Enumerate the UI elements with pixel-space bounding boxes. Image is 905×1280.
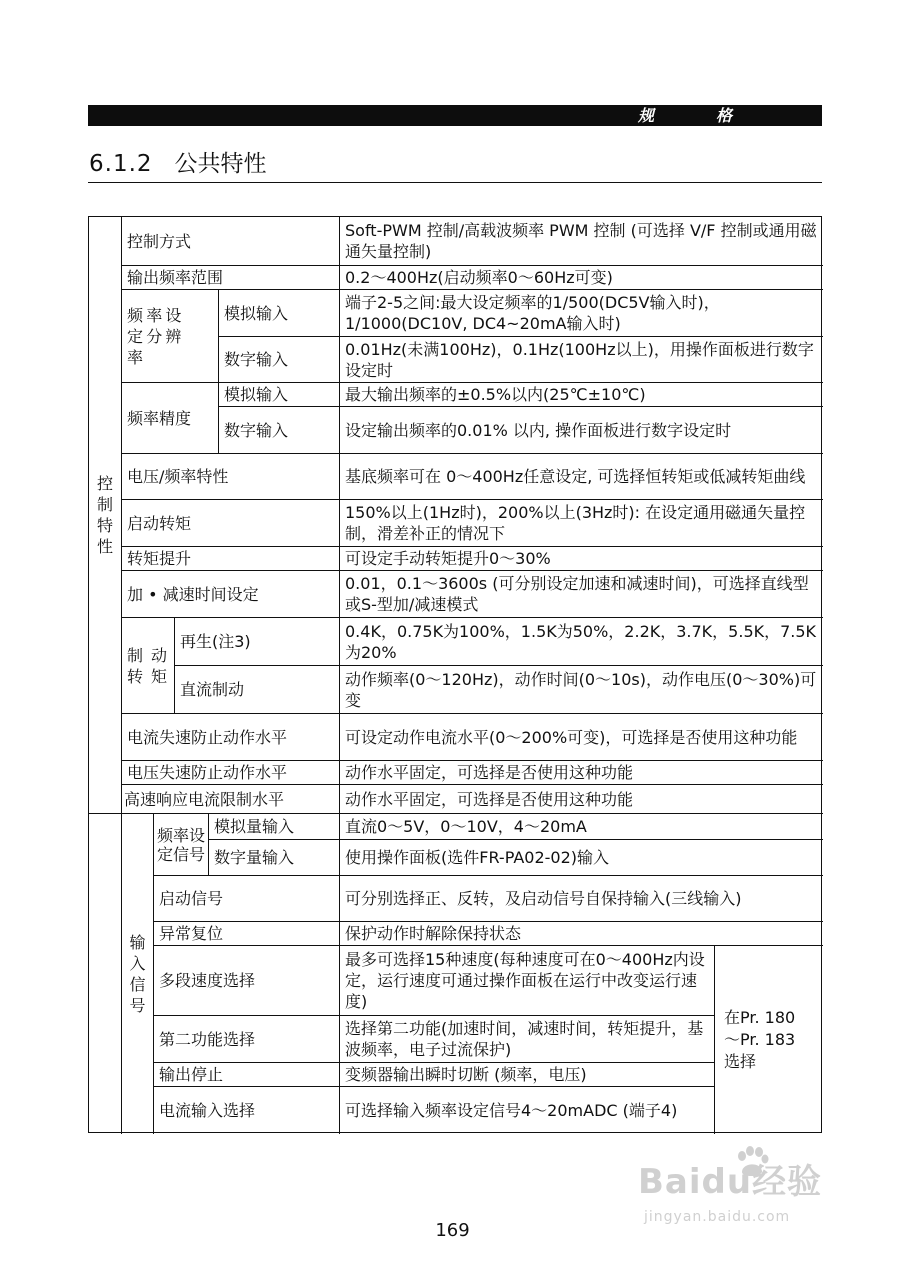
section-title: 公共特性 — [174, 151, 267, 177]
label-freq-setting-digital: 数字量输入 — [209, 840, 340, 876]
value-current-stall: 可设定动作电流水平(0～200%可变)，可选择是否使用这种功能 — [340, 714, 823, 761]
value-start-torque: 150%以上(1Hz时)，200%以上(3Hz时): 在设定通用磁通矢量控制，滑差补正的情况下 — [340, 500, 823, 547]
label-second-function: 第二功能选择 — [154, 1016, 340, 1063]
label-freq-setting-signal-text: 频率设定信号 — [157, 825, 206, 864]
group-control-label: 控制特性 — [96, 474, 113, 556]
label-freq-setting-signal — [154, 814, 209, 876]
group-input-cell — [122, 814, 154, 1134]
value-output-freq-range: 0.2～400Hz(启动频率0～60Hz可变) — [340, 266, 823, 290]
label-braking-regen: 再生(注3) — [175, 618, 340, 666]
label-freq-accuracy-digital: 数字输入 — [219, 407, 340, 454]
label-freq-resolution-analog: 模拟输入 — [219, 290, 340, 337]
label-control-method: 控制方式 — [122, 217, 340, 266]
label-braking-torque-text: 制动转矩 — [127, 645, 167, 686]
label-braking-dc: 直流制动 — [175, 666, 340, 714]
value-freq-resolution-digital: 0.01Hz(未满100Hz)，0.1Hz(100Hz以上)，用操作面板进行数字设定时 — [340, 337, 823, 383]
group-control-cell — [89, 217, 122, 814]
pr-note-cell — [715, 946, 823, 1134]
spec-table — [88, 216, 822, 1133]
label-accel-decel: 加 • 减速时间设定 — [122, 571, 340, 618]
label-freq-setting-analog: 模拟量输入 — [209, 814, 340, 840]
value-multi-speed: 最多可选择15种速度(每种速度可在0～400Hz内设定，运行速度可通过操作面板在运行中改变运行速度) — [340, 946, 715, 1016]
watermark-brand: Baidu经验 — [638, 1162, 823, 1202]
section-number: 6.1.2 — [89, 151, 153, 177]
value-freq-setting-analog: 直流0～5V，0～10V，4～20mA — [340, 814, 823, 840]
value-freq-setting-digital: 使用操作面板(选件FR-PA02-02)输入 — [340, 840, 823, 876]
label-current-input-select: 电流输入选择 — [154, 1087, 340, 1134]
label-start-signal: 启动信号 — [154, 876, 340, 922]
value-braking-regen: 0.4K，0.75K为100%，1.5K为50%，2.2K，3.7K，5.5K，7.5K为20% — [340, 618, 823, 666]
group-blank-cell — [89, 814, 122, 1134]
label-torque-boost: 转矩提升 — [122, 547, 340, 571]
group-input-label: 输入信号 — [129, 933, 146, 1015]
label-output-stop: 输出停止 — [154, 1063, 340, 1087]
value-freq-accuracy-analog: 最大输出频率的±0.5%以内(25℃±10℃) — [340, 383, 823, 407]
page-number: 169 — [435, 1220, 470, 1241]
section-heading — [89, 149, 267, 179]
label-current-stall: 电流失速防止动作水平 — [122, 714, 340, 761]
chapter-header-title: 规格 — [638, 106, 795, 125]
label-output-freq-range: 输出频率范围 — [122, 266, 340, 290]
value-alarm-reset: 保护动作时解除保持状态 — [340, 922, 823, 946]
value-braking-dc: 动作频率(0～120Hz)，动作时间(0～10s)，动作电压(0～30%)可变 — [340, 666, 823, 714]
baidu-watermark — [638, 1148, 852, 1244]
value-vf-characteristic: 基底频率可在 0～400Hz任意设定, 可选择恒转矩或低减转矩曲线 — [340, 454, 823, 500]
value-control-method: Soft-PWM 控制/高载波频率 PWM 控制 (可选择 V/F 控制或通用磁通矢量控制) — [340, 217, 823, 266]
pr-note-text: 在Pr. 180～Pr. 183选择 — [724, 1008, 796, 1071]
value-start-signal: 可分别选择正、反转，及启动信号自保持输入(三线输入) — [340, 876, 823, 922]
label-freq-accuracy-analog: 模拟输入 — [219, 383, 340, 407]
watermark-url: jingyan.baidu.com — [644, 1209, 791, 1225]
chapter-header-band — [88, 105, 822, 126]
label-voltage-stall: 电压失速防止动作水平 — [122, 761, 340, 785]
label-alarm-reset: 异常复位 — [154, 922, 340, 946]
label-freq-resolution-digital: 数字输入 — [219, 337, 340, 383]
value-fast-current-limit: 动作水平固定，可选择是否使用这种功能 — [340, 785, 823, 814]
label-multi-speed: 多段速度选择 — [154, 946, 340, 1016]
heading-divider — [88, 182, 822, 183]
label-braking-torque — [122, 618, 175, 714]
label-fast-current-limit: 高速响应电流限制水平 — [122, 785, 340, 814]
label-vf-characteristic: 电压/频率特性 — [122, 454, 340, 500]
label-freq-resolution — [122, 290, 219, 383]
label-start-torque: 启动转矩 — [122, 500, 340, 547]
label-freq-accuracy: 频率精度 — [122, 383, 219, 454]
value-freq-accuracy-digital: 设定输出频率的0.01% 以内, 操作面板进行数字设定时 — [340, 407, 823, 454]
value-freq-resolution-analog: 端子2-5之间:最大设定频率的1/500(DC5V输入时)，1/1000(DC10V, DC4~20mA输入时) — [340, 290, 823, 337]
value-second-function: 选择第二功能(加速时间，减速时间，转矩提升，基波频率，电子过流保护) — [340, 1016, 715, 1063]
value-voltage-stall: 动作水平固定，可选择是否使用这种功能 — [340, 761, 823, 785]
value-output-stop: 变频器输出瞬时切断 (频率，电压) — [340, 1063, 715, 1087]
value-torque-boost: 可设定手动转矩提升0～30% — [340, 547, 823, 571]
value-current-input-select: 可选择输入频率设定信号4～20mADC (端子4) — [340, 1087, 715, 1134]
value-accel-decel: 0.01，0.1～3600s (可分别设定加速和减速时间)，可选择直线型或S-型加/减速模式 — [340, 571, 823, 618]
label-freq-resolution-text: 频率设定分辨率 — [127, 305, 182, 367]
